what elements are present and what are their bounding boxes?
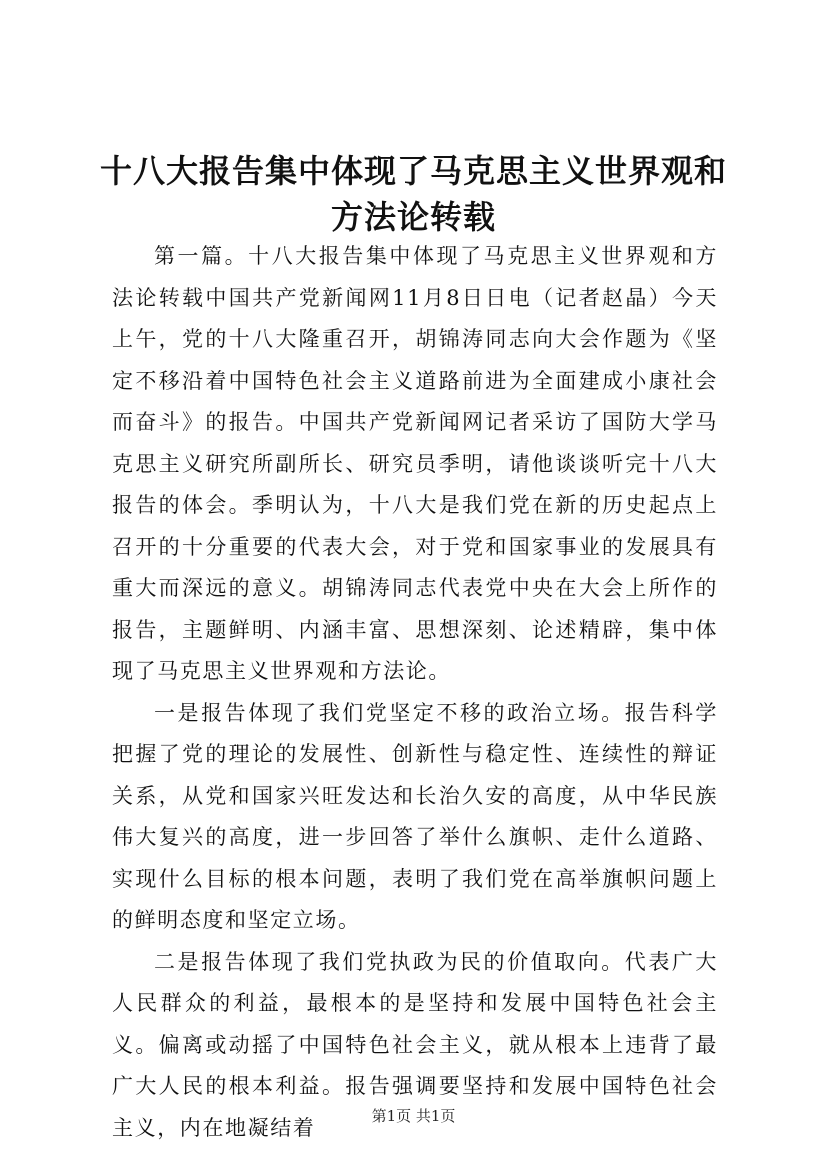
paragraph-2: 一是报告体现了我们党坚定不移的政治立场。报告科学把握了党的理论的发展性、创新性与稳定性、连续性的辩证关系，从党和国家兴旺发达和长治久安的高度，从中华民族伟大复兴的高度，进一步回答了举什么旗帜、走什么道路、实现什么目标的根本问题，表明了我们党在高举旗帜问题上的鲜明态度和坚定立场。 bbox=[112, 700, 718, 932]
page-footer: 第1页 共1页 bbox=[371, 1107, 456, 1125]
document-title: 十八大报告集中体现了马克思主义世界观和方法论转载 bbox=[99, 152, 727, 236]
paragraph-1: 第一篇。十八大报告集中体现了马克思主义世界观和方法论转载中国共产党新闻网11月8日日电（记者赵晶）今天上午，党的十八大隆重召开，胡锦涛同志向大会作题为《坚定不移沿着中国特色社会主义道路前进为全面建成小康社会而奋斗》的报告。中国共产党新闻网记者采访了国防大学马克思主义研究所副所长、研究员季明，请他谈谈听完十八大报告的体会。季明认为，十八大是我们党在新的历史起点上召开的十分重要的代表大会，对于党和国家事业的发展具有重大而深远的意义。胡锦涛同志代表党中央在大会上所作的报告，主题鲜明、内涵丰富、思想深刻、论述精辟，集中体现了马克思主义世界观和方法论。 bbox=[112, 244, 718, 683]
document-body bbox=[112, 236, 718, 1149]
paragraph-3: 二是报告体现了我们党执政为民的价值取向。代表广大人民群众的利益，最根本的是坚持和发展中国特色社会主义。偏离或动摇了中国特色社会主义，就从根本上违背了最广大人民的根本利益。报告强调要坚持和发展中国特色社会主义，内在地凝结着 bbox=[112, 949, 718, 1140]
